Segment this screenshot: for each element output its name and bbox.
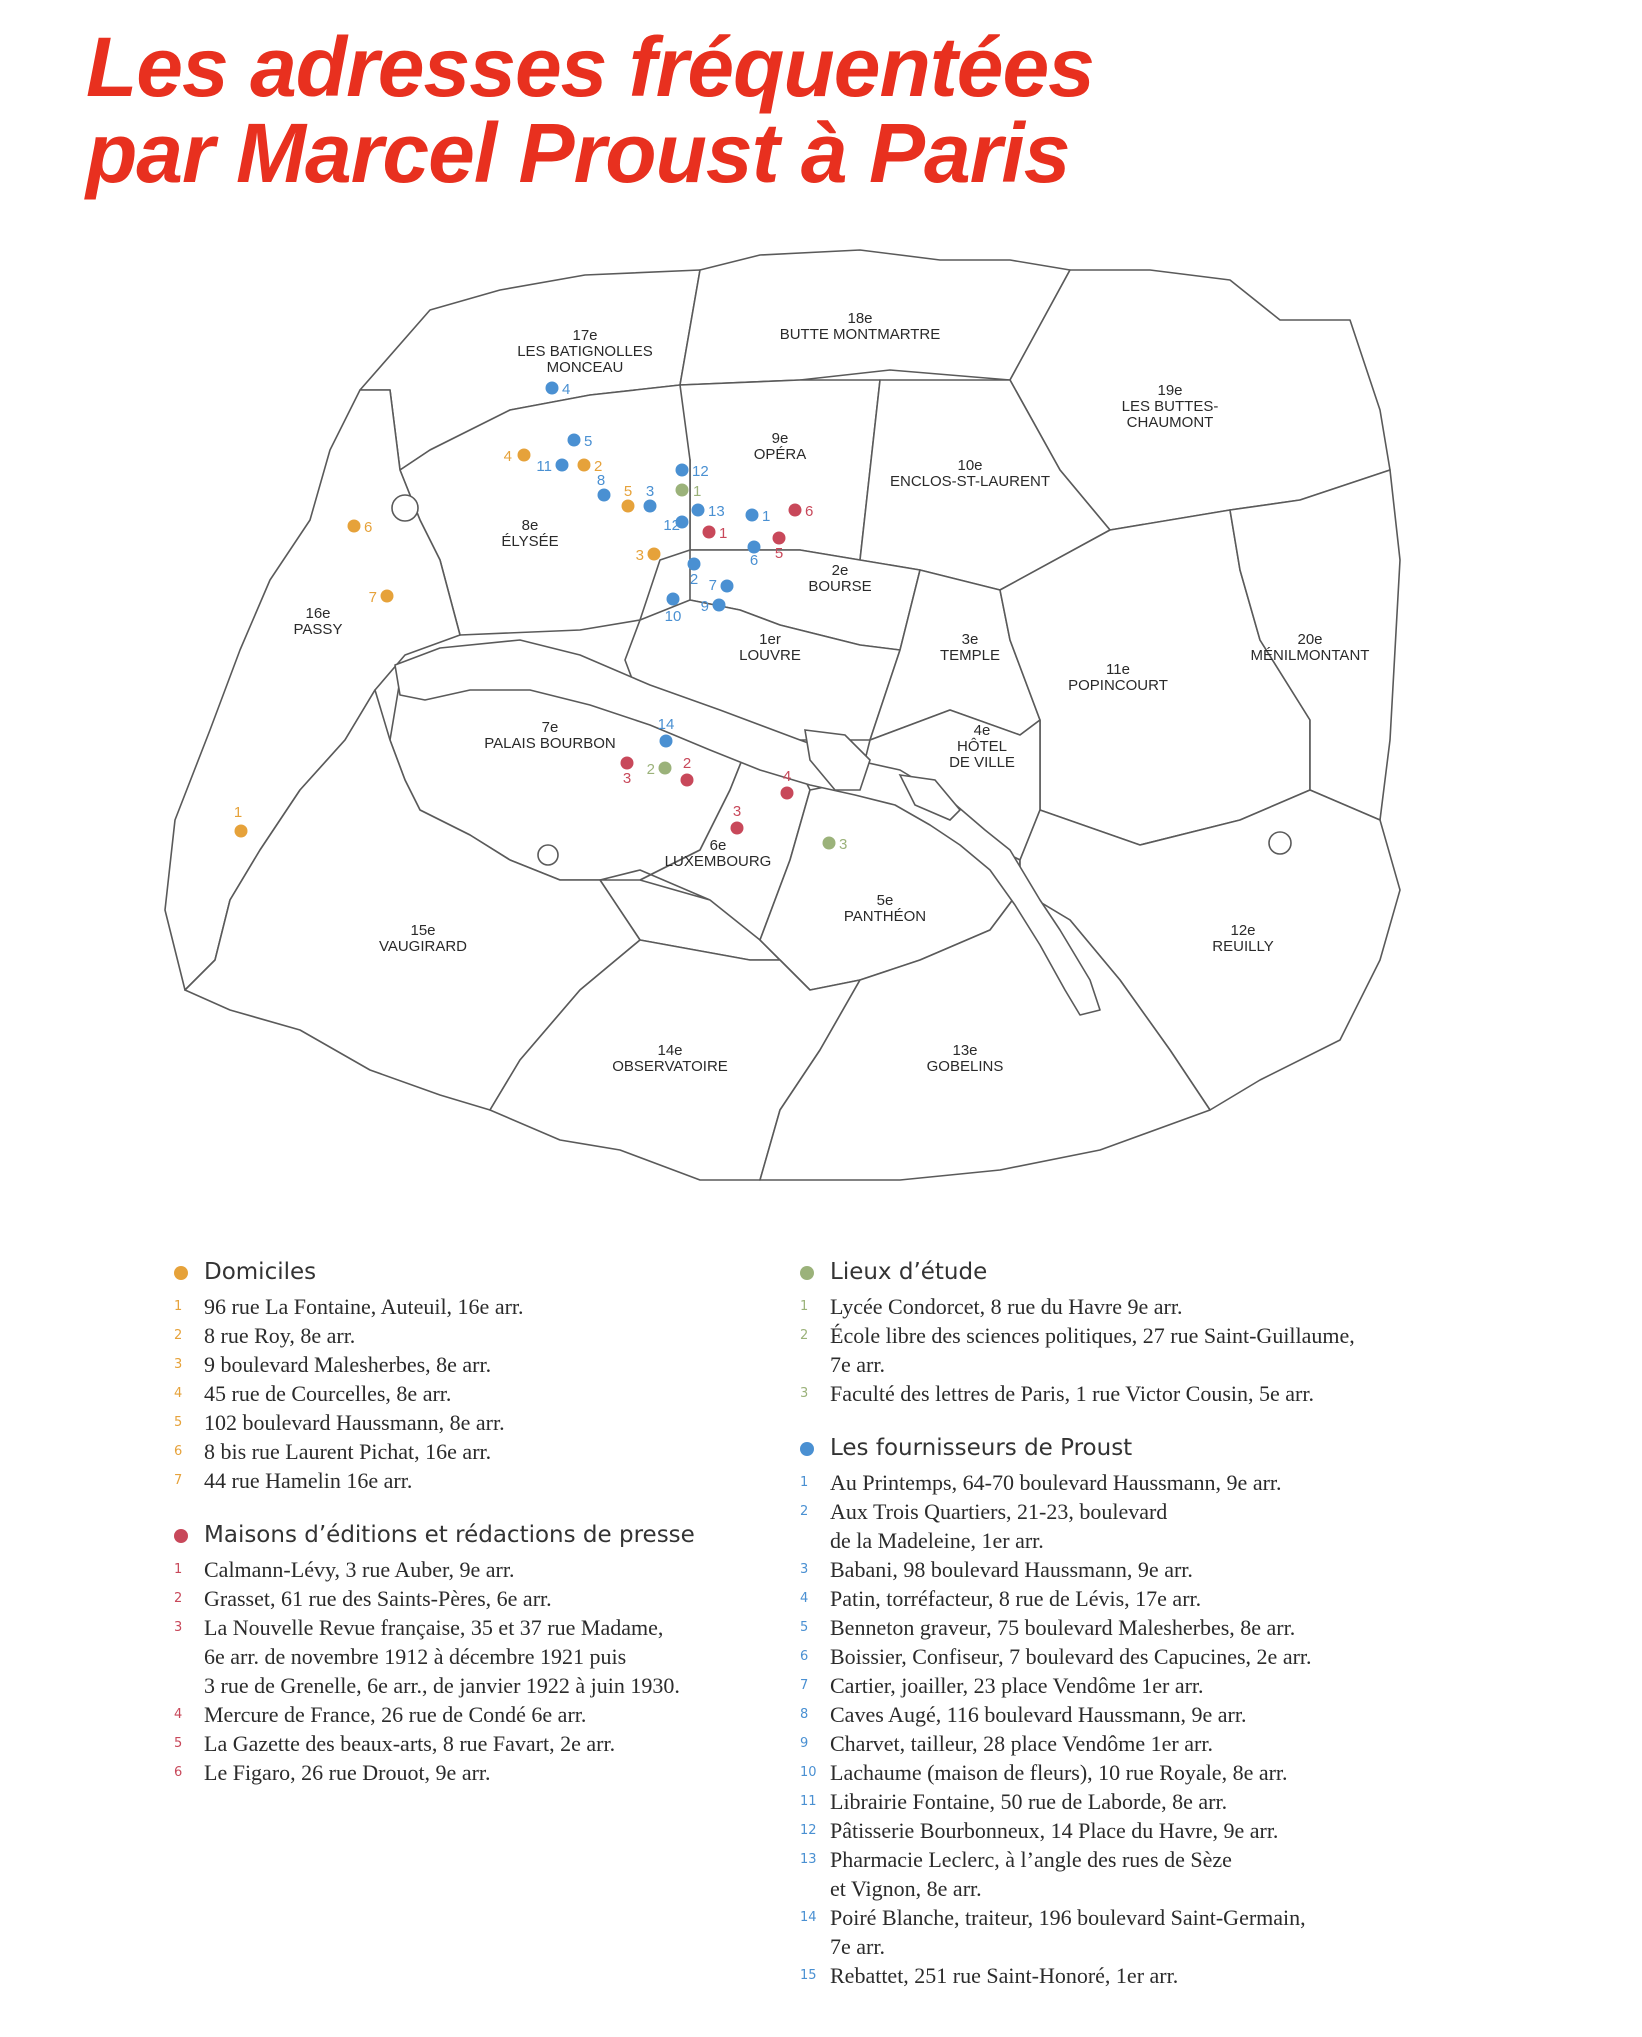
marker-dot xyxy=(713,599,726,612)
legend-item-text: et Vignon, 8e arr. xyxy=(830,1876,982,1901)
marker-dot xyxy=(660,735,673,748)
legend-item-number: 3 xyxy=(174,1620,183,1635)
arrondissement-label-text: 20e xyxy=(1297,631,1323,648)
legend-item-number: 3 xyxy=(800,1386,809,1401)
marker-number: 6 xyxy=(749,552,759,569)
legend-item-text: Lycée Condorcet, 8 rue du Havre 9e arr. xyxy=(830,1294,1183,1319)
fournisseurs-bullet-icon xyxy=(800,1442,814,1456)
legend-heading-fournisseurs: Les fournisseurs de Proust xyxy=(800,1434,1440,1462)
marker-dot xyxy=(621,757,634,770)
legend-item-number: 4 xyxy=(174,1707,183,1722)
legend-item-text: Librairie Fontaine, 50 rue de Laborde, 8e arr. xyxy=(830,1789,1228,1814)
arrondissement-label-text: VAUGIRARD xyxy=(378,938,468,955)
marker-number: 5 xyxy=(623,483,633,500)
marker-number: 13 xyxy=(708,503,725,520)
legend-item-fournisseurs-2 xyxy=(800,1497,1440,1555)
marker-number: 7 xyxy=(368,589,377,606)
marker-number: 4 xyxy=(562,381,571,398)
legend-item-fournisseurs-12 xyxy=(800,1816,1440,1845)
arrondissement-label-text: 3e xyxy=(961,631,979,648)
legend-item-text: Pharmacie Leclerc, à l’angle des rues de Sèze xyxy=(830,1847,1232,1872)
marker-dot xyxy=(568,434,581,447)
legend-item-number: 5 xyxy=(800,1620,809,1635)
legend-item-number: 9 xyxy=(800,1736,809,1751)
marker-number: 6 xyxy=(364,519,373,536)
legend-item-fournisseurs-1 xyxy=(800,1468,1440,1497)
legend-item-number: 8 xyxy=(800,1707,809,1722)
legend-item-number: 2 xyxy=(174,1328,183,1343)
editions-bullet-icon xyxy=(174,1529,188,1543)
arrondissement-label-text: 2e xyxy=(831,562,849,579)
marker-number: 2 xyxy=(646,761,655,778)
legend-item-text: Boissier, Confiseur, 7 boulevard des Capucines, 2e arr. xyxy=(830,1644,1312,1669)
arrondissement-label-text: 5e xyxy=(876,892,894,909)
marker-dot xyxy=(381,590,394,603)
legend-item-editions-5 xyxy=(174,1729,774,1758)
legend-item-text: Mercure de France, 26 rue de Condé 6e arr. xyxy=(204,1702,587,1727)
marker-dot xyxy=(688,558,701,571)
legend-item-text: École libre des sciences politiques, 27 rue Saint-Guillaume, xyxy=(830,1323,1355,1348)
legend-item-editions-1 xyxy=(174,1555,774,1584)
legend-item-text: Faculté des lettres de Paris, 1 rue Victor Cousin, 5e arr. xyxy=(830,1381,1314,1406)
marker-dot xyxy=(721,580,734,593)
arrondissement-label-text: 7e xyxy=(541,719,559,736)
marker-dot xyxy=(676,464,689,477)
legend-item-domiciles-3 xyxy=(174,1350,774,1379)
legend-item-number: 7 xyxy=(800,1678,809,1693)
list-fournisseurs xyxy=(800,1468,1440,1990)
marker-number: 3 xyxy=(839,836,848,853)
legend-item-number: 5 xyxy=(174,1736,183,1751)
arrondissement-label-text: POPINCOURT xyxy=(1068,677,1168,694)
legend-item-number: 3 xyxy=(174,1357,183,1372)
legend-item-text: Grasset, 61 rue des Saints-Pères, 6e arr. xyxy=(204,1586,552,1611)
legend-item-text: Calmann-Lévy, 3 rue Auber, 9e arr. xyxy=(204,1557,515,1582)
marker-fournisseurs-10 xyxy=(665,593,682,626)
arrondissement-label-text: 17e xyxy=(572,327,598,344)
marker-dot xyxy=(692,504,705,517)
legend-item-fournisseurs-9 xyxy=(800,1729,1440,1758)
arrondissement-label-text: REUILLY xyxy=(1212,938,1274,955)
title-line-1: Les adresses fréquentées xyxy=(86,20,1094,114)
marker-number: 3 xyxy=(645,483,655,500)
legend-item-domiciles-7 xyxy=(174,1466,774,1495)
arrondissement-label-text: 9e xyxy=(771,430,789,447)
marker-number: 6 xyxy=(805,503,814,520)
legend-item-fournisseurs-8 xyxy=(800,1700,1440,1729)
legend-item-number: 2 xyxy=(800,1504,809,1519)
legend-item-fournisseurs-4 xyxy=(800,1584,1440,1613)
legend-item-text: 8 rue Roy, 8e arr. xyxy=(204,1323,356,1348)
marker-number: 11 xyxy=(536,458,552,475)
legend-item-fournisseurs-7 xyxy=(800,1671,1440,1700)
marker-number: 5 xyxy=(584,433,593,450)
list-editions xyxy=(174,1555,774,1787)
legend-item-number: 3 xyxy=(800,1562,809,1577)
legend-item-text: 6e arr. de novembre 1912 à décembre 1921 puis xyxy=(204,1644,627,1669)
legend-item-text: Aux Trois Quartiers, 21-23, boulevard xyxy=(830,1499,1168,1524)
place-de-l-etoile xyxy=(392,495,418,521)
arrondissement-label-text: 10e xyxy=(957,457,983,474)
legend-item-fournisseurs-15 xyxy=(800,1961,1440,1990)
arrondissement-label-text: OBSERVATOIRE xyxy=(612,1058,728,1075)
legend-item-editions-6 xyxy=(174,1758,774,1787)
legend-item-text: Charvet, tailleur, 28 place Vendôme 1er arr. xyxy=(830,1731,1213,1756)
legend-item-editions-4 xyxy=(174,1700,774,1729)
arrondissement-label-text: MÉNILMONTANT xyxy=(1250,647,1370,664)
marker-number: 1 xyxy=(762,508,771,525)
marker-dot xyxy=(546,382,559,395)
legend-item-number: 1 xyxy=(800,1299,809,1314)
arrondissement-label-text: 8e xyxy=(521,517,539,534)
legend-item-fournisseurs-3 xyxy=(800,1555,1440,1584)
legend-item-domiciles-1 xyxy=(174,1292,774,1321)
legend-item-text: Babani, 98 boulevard Haussmann, 9e arr. xyxy=(830,1557,1193,1582)
legend-heading-editions: Maisons d’éditions et rédactions de presse xyxy=(174,1521,774,1549)
arrondissement-boundaries xyxy=(165,250,1400,1180)
arrondissement-label-text: OPÉRA xyxy=(753,446,807,463)
legend-item-text: 44 rue Hamelin 16e arr. xyxy=(204,1468,413,1493)
legend-item-number: 5 xyxy=(174,1415,183,1430)
etude-bullet-icon xyxy=(800,1266,814,1280)
marker-number: 10 xyxy=(664,608,682,625)
list-etude xyxy=(800,1292,1440,1408)
marker-number: 1 xyxy=(719,525,728,542)
marker-dot xyxy=(235,825,248,838)
legend-item-number: 12 xyxy=(800,1823,817,1838)
legend-item-etude-2 xyxy=(800,1321,1440,1379)
marker-dot xyxy=(348,520,361,533)
legend-item-number: 11 xyxy=(800,1794,817,1809)
marker-number: 5 xyxy=(774,545,784,562)
arrondissement-label-text: TEMPLE xyxy=(939,647,1001,664)
legend-item-number: 1 xyxy=(174,1299,183,1314)
arrondissement-label-text: ÉLYSÉE xyxy=(501,533,559,550)
arrondissement-label-text: PALAIS BOURBON xyxy=(484,735,616,752)
legend-item-text: de la Madeleine, 1er arr. xyxy=(830,1528,1044,1553)
legend-item-number: 1 xyxy=(800,1475,809,1490)
legend-item-text: Patin, torréfacteur, 8 rue de Lévis, 17e arr. xyxy=(830,1586,1202,1611)
marker-dot xyxy=(789,504,802,517)
list-domiciles xyxy=(174,1292,774,1495)
legend-item-number: 15 xyxy=(800,1968,817,1983)
legend-item-number: 13 xyxy=(800,1852,817,1867)
legend-item-text: Pâtisserie Bourbonneux, 14 Place du Havre, 9e arr. xyxy=(830,1818,1279,1843)
legend-item-text: 7e arr. xyxy=(830,1352,885,1377)
marker-dot xyxy=(598,489,611,502)
marker-number: 2 xyxy=(594,458,603,475)
legend-item-text: 7e arr. xyxy=(830,1934,885,1959)
marker-dot xyxy=(773,532,786,545)
legend-item-number: 6 xyxy=(174,1444,183,1459)
marker-dot xyxy=(578,459,591,472)
legend-item-text: 45 rue de Courcelles, 8e arr. xyxy=(204,1381,452,1406)
arrondissement-label-text: 18e xyxy=(847,310,873,327)
arrondissement-label-text: LES BUTTES- xyxy=(1121,398,1219,415)
marker-number: 2 xyxy=(682,755,692,772)
legend-item-number: 4 xyxy=(800,1591,809,1606)
marker-number: 8 xyxy=(596,472,606,489)
legend-item-fournisseurs-13 xyxy=(800,1845,1440,1903)
marker-dot xyxy=(667,593,680,606)
arrondissement-label-text: 11e xyxy=(1106,661,1130,678)
arrondissement-label-text: 6e xyxy=(709,837,727,854)
marker-number: 3 xyxy=(622,770,632,787)
arrondissement-label-text: PASSY xyxy=(293,621,343,638)
arrondissement-label-text: MONCEAU xyxy=(546,359,624,376)
marker-dot xyxy=(823,837,836,850)
domiciles-bullet-icon xyxy=(174,1266,188,1280)
legend-item-text: Benneton graveur, 75 boulevard Malesherbes, 8e arr. xyxy=(830,1615,1296,1640)
arrondissement-label-text: 4e xyxy=(973,722,991,739)
legend-item-number: 6 xyxy=(174,1765,183,1780)
legend-item-text: 8 bis rue Laurent Pichat, 16e arr. xyxy=(204,1439,492,1464)
arrondissement-label-text: 1er xyxy=(759,631,781,648)
legend-item-text: 9 boulevard Malesherbes, 8e arr. xyxy=(204,1352,492,1377)
legend-left-column xyxy=(174,1258,774,1813)
marker-number: 7 xyxy=(708,577,717,594)
arrondissement-label-text: BOURSE xyxy=(808,578,872,595)
legend-item-text: La Nouvelle Revue française, 35 et 37 rue Madame, xyxy=(204,1615,664,1640)
legend-item-text: Au Printemps, 64-70 boulevard Haussmann, 9e arr. xyxy=(830,1470,1282,1495)
legend-item-editions-2 xyxy=(174,1584,774,1613)
legend-item-domiciles-5 xyxy=(174,1408,774,1437)
legend-item-text: La Gazette des beaux-arts, 8 rue Favart, 2e arr. xyxy=(204,1731,616,1756)
marker-number: 4 xyxy=(503,448,512,465)
legend-item-number: 2 xyxy=(174,1591,183,1606)
legend-item-number: 4 xyxy=(174,1386,183,1401)
legend-heading-etude: Lieux d’étude xyxy=(800,1258,1440,1286)
legend-item-number: 1 xyxy=(174,1562,183,1577)
arrondissement-label-text: DE VILLE xyxy=(949,754,1015,771)
marker-dot xyxy=(746,509,759,522)
marker-dot xyxy=(622,500,635,513)
marker-dot xyxy=(644,500,657,513)
marker-fournisseurs-14 xyxy=(658,716,675,748)
marker-dot xyxy=(731,822,744,835)
arrondissement-label-text: CHAUMONT xyxy=(1126,414,1214,431)
legend-item-editions-3 xyxy=(174,1613,774,1700)
arrondissement-label-text: 14e xyxy=(657,1042,683,1059)
legend-item-etude-1 xyxy=(800,1292,1440,1321)
legend-item-text: Rebattet, 251 rue Saint-Honoré, 1er arr. xyxy=(830,1963,1179,1988)
arrondissement-label-text: GOBELINS xyxy=(926,1058,1004,1075)
arrondissement-label-text: LES BATIGNOLLES xyxy=(517,343,653,360)
place-de-la-nation xyxy=(1269,832,1291,854)
arrondissement-label-text: 19e xyxy=(1157,382,1183,399)
legend-item-text: 102 boulevard Haussmann, 8e arr. xyxy=(204,1410,505,1435)
marker-number: 14 xyxy=(657,716,675,733)
marker-dot xyxy=(681,774,694,787)
arrondissement-label-text: 13e xyxy=(952,1042,978,1059)
legend-item-text: Caves Augé, 116 boulevard Haussmann, 9e arr. xyxy=(830,1702,1247,1727)
arrondissement-label-text: HÔTEL xyxy=(956,738,1008,755)
legend-item-number: 10 xyxy=(800,1765,817,1780)
legend-item-fournisseurs-14 xyxy=(800,1903,1440,1961)
legend-item-text: 3 rue de Grenelle, 6e arr., de janvier 1922 à juin 1930. xyxy=(204,1673,680,1698)
arrondissement-18 xyxy=(680,250,1070,385)
arrondissement-label-text: 15e xyxy=(410,922,436,939)
legend-item-domiciles-4 xyxy=(174,1379,774,1408)
marker-dot xyxy=(556,459,569,472)
arrondissement-label-text: LUXEMBOURG xyxy=(664,853,772,870)
marker-dot xyxy=(659,762,672,775)
legend-item-domiciles-2 xyxy=(174,1321,774,1350)
legend-item-text: 96 rue La Fontaine, Auteuil, 16e arr. xyxy=(204,1294,524,1319)
legend-item-fournisseurs-6 xyxy=(800,1642,1440,1671)
marker-number: 9 xyxy=(700,598,709,615)
legend-item-domiciles-6 xyxy=(174,1437,774,1466)
place-trocadero xyxy=(538,845,558,865)
arrondissement-label-text: LOUVRE xyxy=(739,647,801,664)
marker-number: 2 xyxy=(689,571,699,588)
marker-dot xyxy=(518,449,531,462)
legend-item-text: Lachaume (maison de fleurs), 10 rue Royale, 8e arr. xyxy=(830,1760,1288,1785)
legend-item-number: 14 xyxy=(800,1910,817,1925)
marker-number: 3 xyxy=(635,547,644,564)
marker-dot xyxy=(781,787,794,800)
arrondissement-label-text: BUTTE MONTMARTRE xyxy=(779,326,941,343)
marker-number: 1 xyxy=(693,483,702,500)
marker-dot xyxy=(676,484,689,497)
marker-number: 12 xyxy=(663,517,680,534)
title-line-2: par Marcel Proust à Paris xyxy=(86,106,1070,200)
legend-item-fournisseurs-5 xyxy=(800,1613,1440,1642)
legend-item-fournisseurs-11 xyxy=(800,1787,1440,1816)
marker-number: 3 xyxy=(732,803,742,820)
arrondissement-label-text: 12e xyxy=(1230,922,1256,939)
legend-item-etude-3 xyxy=(800,1379,1440,1408)
legend-item-number: 7 xyxy=(174,1473,183,1488)
marker-dot xyxy=(703,526,716,539)
arrondissement-label-text: 16e xyxy=(305,605,331,622)
legend-item-number: 2 xyxy=(800,1328,809,1343)
legend-right-column xyxy=(800,1258,1440,2016)
legend-item-number: 6 xyxy=(800,1649,809,1664)
legend-item-text: Cartier, joailler, 23 place Vendôme 1er arr. xyxy=(830,1673,1204,1698)
marker-number: 1 xyxy=(233,804,243,821)
legend-heading-domiciles: Domiciles xyxy=(174,1258,774,1286)
marker-dot xyxy=(648,548,661,561)
arrondissement-label-text: ENCLOS-ST-LAURENT xyxy=(889,473,1051,490)
legend-item-fournisseurs-10 xyxy=(800,1758,1440,1787)
legend-item-text: Poiré Blanche, traiteur, 196 boulevard Saint-Germain, xyxy=(830,1905,1306,1930)
marker-number: 4 xyxy=(782,768,792,785)
legend-item-text: Le Figaro, 26 rue Drouot, 9e arr. xyxy=(204,1760,491,1785)
marker-number: 12 xyxy=(692,463,709,480)
arrondissement-label-text: PANTHÉON xyxy=(843,908,927,925)
